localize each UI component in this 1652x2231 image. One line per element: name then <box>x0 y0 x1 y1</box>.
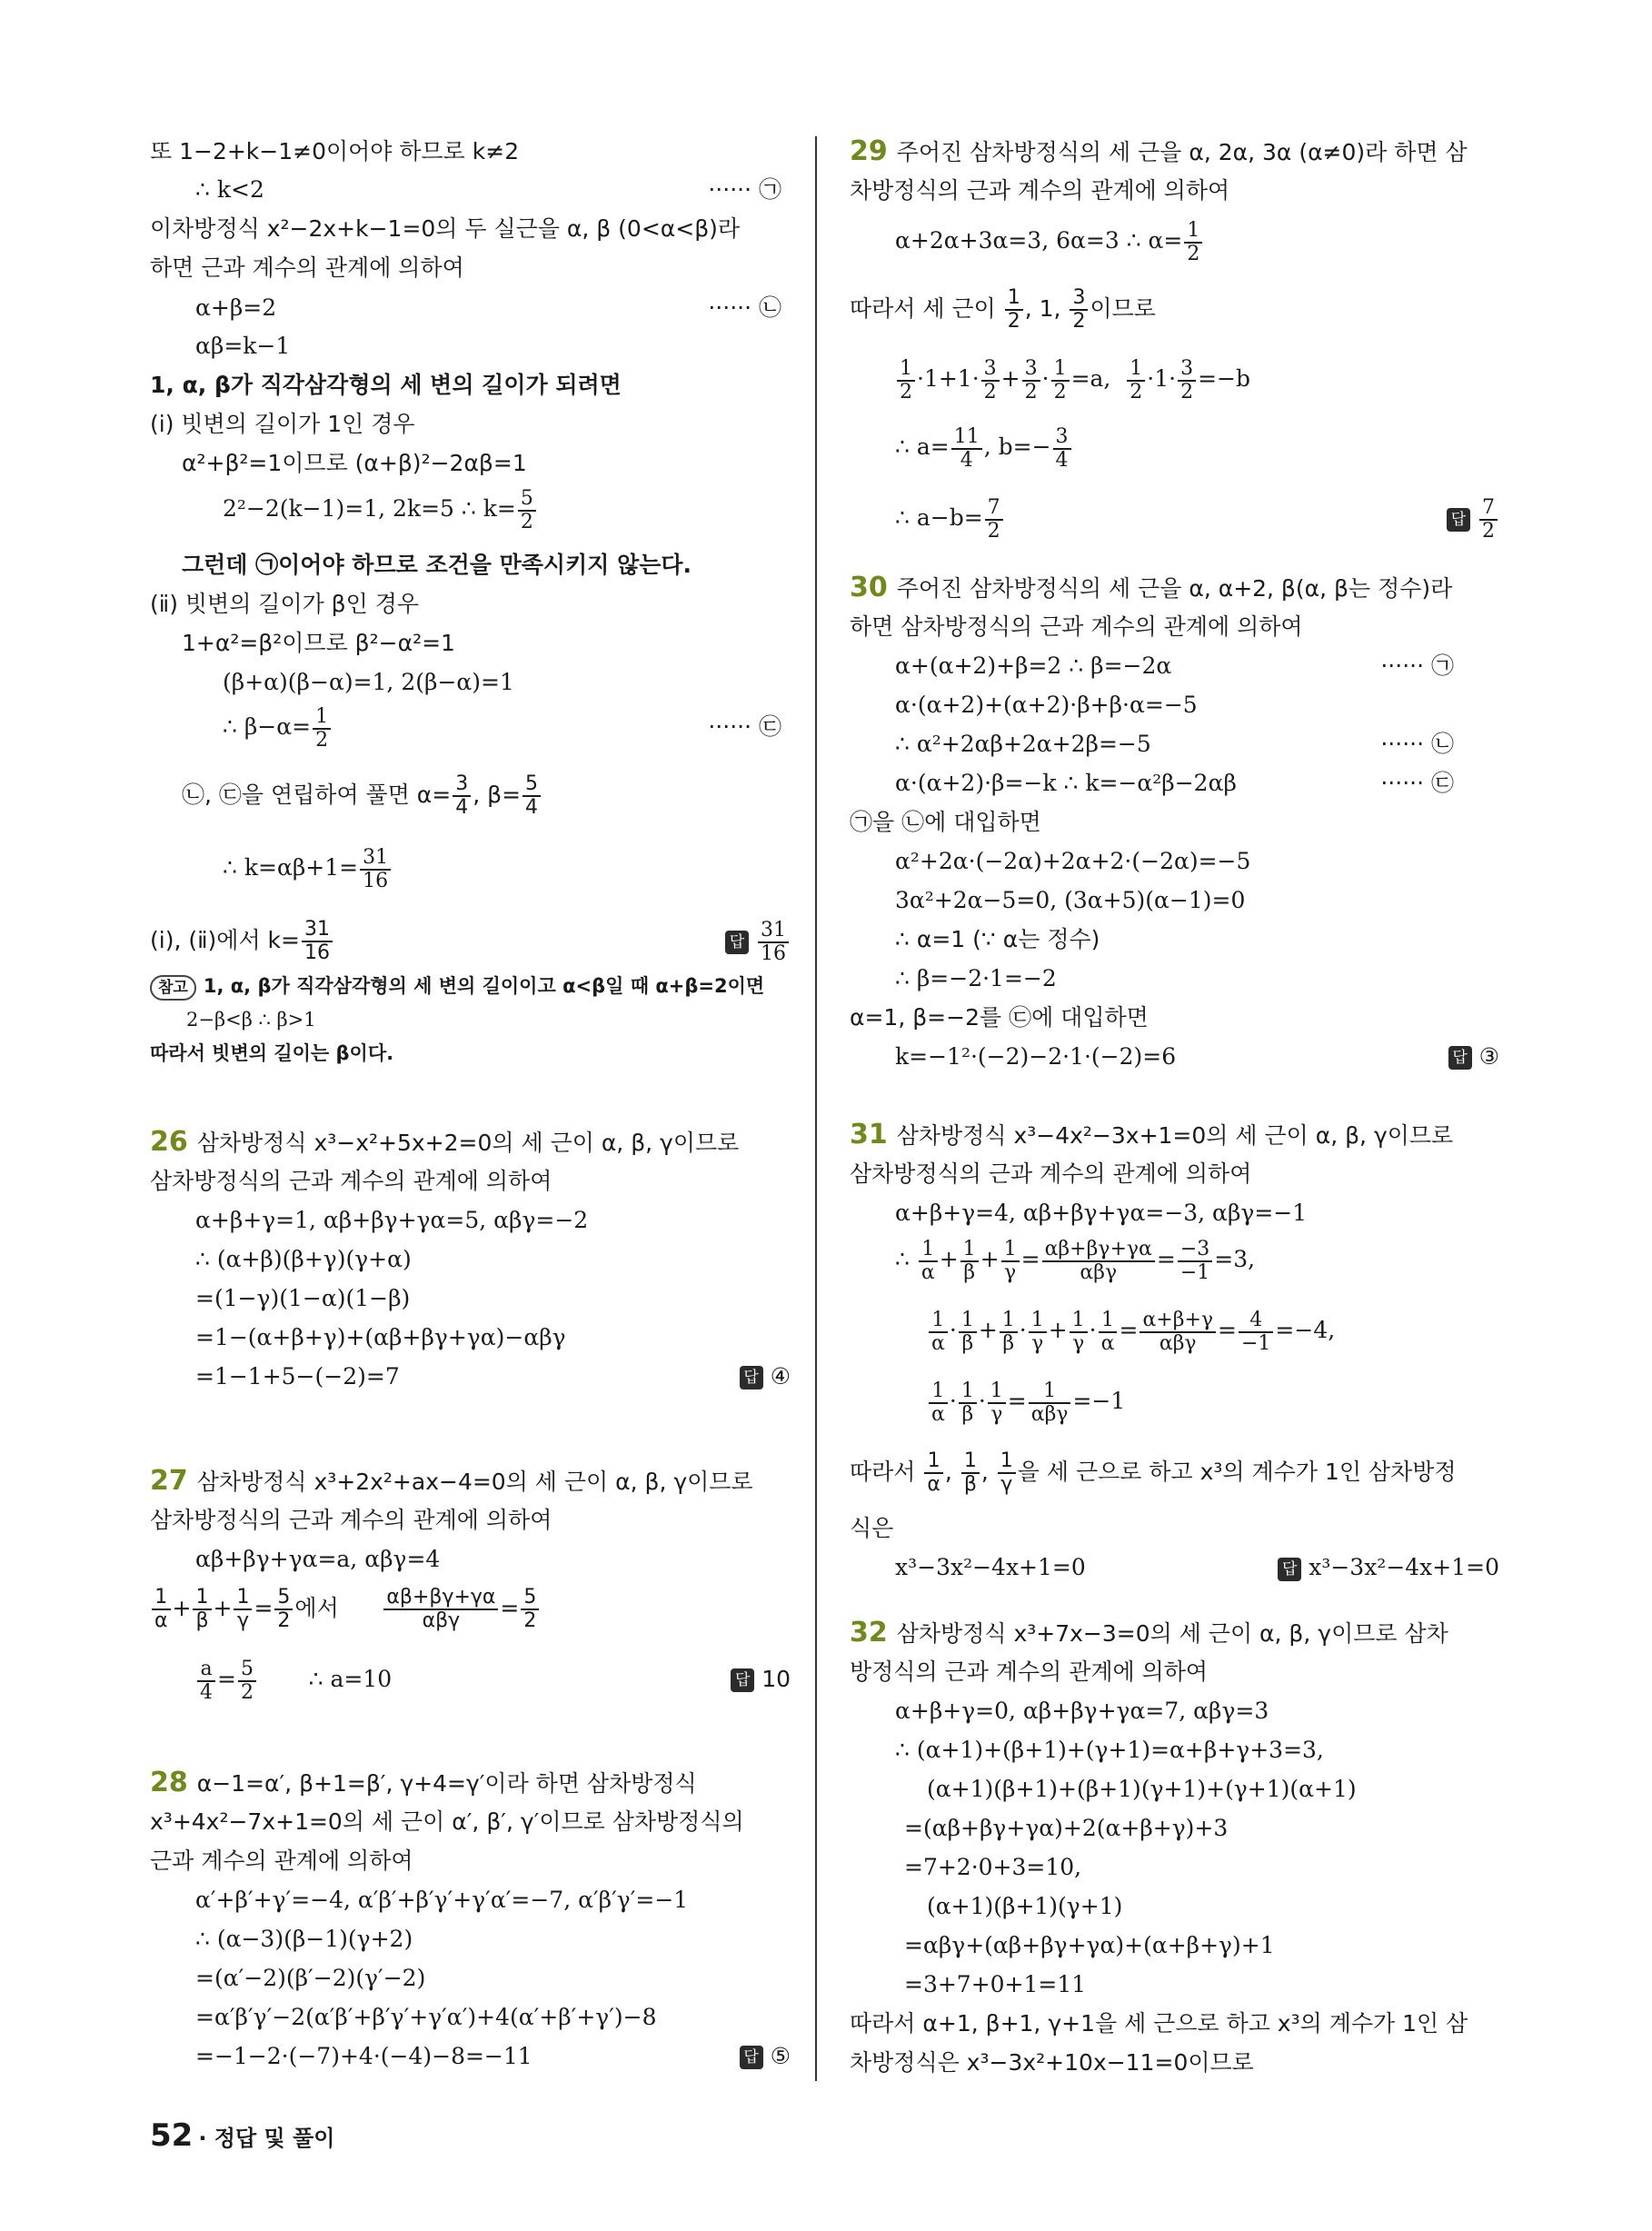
text-line: (α+1)(β+1)+(β+1)(γ+1)+(γ+1)(α+1) <box>927 1776 1357 1802</box>
fraction: $\frac{1}{\beta}$ <box>961 1450 980 1496</box>
text-line: x³+4x²−7x+1=0의 세 근이 α′, β′, γ′이므로 삼차방정식의 <box>150 1808 744 1835</box>
equation-line: ∴ k=αβ+1= $\frac{31}{16}$ <box>223 841 393 895</box>
problem-31-title: 31 삼차방정식 x³−4x²−3x+1=0의 세 근이 α, β, γ이므로 <box>850 1119 1454 1150</box>
text-line: αβ+βγ+γα=a, αβγ=4 <box>195 1546 441 1572</box>
answer-mark: 답 <box>1278 1558 1301 1581</box>
text-line: α²+2α·(−2α)+2α+2·(−2α)=−5 <box>895 848 1251 874</box>
text-line: α·(α+2)·β=−k ∴ k=−α²β−2αβ <box>895 770 1237 796</box>
fraction: $\frac{1}{\beta}$ <box>959 1380 977 1426</box>
answer-29 <box>1447 491 1499 545</box>
note-line: 따라서 빗변의 길이는 β이다. <box>150 1042 394 1064</box>
text-line: α+β+γ=4, αβ+βγ+γα=−3, αβγ=−1 <box>895 1200 1308 1226</box>
equation-line: ∴ a= $\frac{11}{4}$ , b=− $\frac{3}{4}$ <box>895 420 1073 474</box>
text-line: 그런데 ㉠이어야 하므로 조건을 만족시키지 않는다. <box>182 552 692 578</box>
text-line: 또 1−2+k−1≠0이어야 하므로 k≠2 <box>150 138 520 164</box>
equation-marker: ······ ㉡ <box>708 294 781 321</box>
problem-number: 32 <box>850 1617 888 1648</box>
page-number: 52 <box>150 2117 194 2154</box>
fraction: $\frac{4}{-1}$ <box>1239 1310 1273 1355</box>
answer-mark: 답 <box>740 2046 763 2069</box>
text-line: αβ=k−1 <box>195 333 291 359</box>
text-line: 3α²+2α−5=0, (3α+5)(α−1)=0 <box>895 887 1246 913</box>
fraction: $\frac{1}{2}$ <box>897 358 915 403</box>
fraction: $\frac{1}{\gamma}$ <box>1001 1239 1020 1284</box>
text-line: ∴ β=−2·1=−2 <box>895 965 1057 991</box>
problem-32-title: 32 삼차방정식 x³+7x−3=0의 세 근이 α, β, γ이므로 삼차 <box>850 1617 1448 1648</box>
text-line: 따라서 α+1, β+1, γ+1을 세 근으로 하고 x³의 계수가 1인 삼 <box>850 2010 1468 2037</box>
fraction: $\frac{a}{4}$ <box>197 1658 215 1704</box>
text-line: 식은 <box>850 1515 894 1541</box>
text-line: 하면 삼차방정식의 근과 계수의 관계에 의하여 <box>850 613 1303 640</box>
fraction: $\frac{31}{16}$ <box>360 847 391 892</box>
problem-28-title: 28 α−1=α′, β+1=β′, γ+4=γ′이라 하면 삼차방정식 <box>150 1767 697 1798</box>
equation-marker: ······ ㉢ <box>708 713 781 740</box>
text-line: =α′β′γ′−2(α′β′+β′γ′+γ′α′)+4(α′+β′+γ′)−8 <box>195 2004 657 2030</box>
text-line: α+(α+2)+β=2 ∴ β=−2α <box>895 652 1172 679</box>
fraction: $\frac{\alpha+\beta+\gamma}{\text{αβγ}}$ <box>1139 1310 1216 1355</box>
text-line: =αβγ+(αβ+βγ+γα)+(α+β+γ)+1 <box>904 1932 1275 1958</box>
fraction: $\frac{31}{16}$ <box>302 919 333 964</box>
fraction: $\frac{1}{\alpha}$ <box>929 1380 948 1426</box>
equation-line: $\frac{1}{\alpha}$ + $\frac{1}{\beta}$ + $\frac{1}{\gamma}$ = $\frac{5}{2}$ 에서 $\frac{\alpha\beta+\beta\gamma+\gamma\alpha}{\text{αβγ}}$ = $\frac{5}{2}$ <box>150 1581 541 1636</box>
note-line: 2−β<β ∴ β>1 <box>186 1009 316 1031</box>
fraction: $\frac{1}{\beta}$ <box>1000 1310 1018 1355</box>
fraction: $\frac{11}{4}$ <box>951 426 982 472</box>
text-line: 삼차방정식의 근과 계수의 관계에 의하여 <box>850 1160 1252 1187</box>
fraction: $\frac{5}{2}$ <box>518 488 536 533</box>
page-footer <box>150 2117 334 2154</box>
text-line: 근과 계수의 관계에 의하여 <box>150 1848 413 1874</box>
equation-line: ∴ $\frac{1}{\alpha}$ + $\frac{1}{\beta}$ + $\frac{1}{\gamma}$ = $\frac{\alpha\beta+\beta\gamma+\gamma\alpha}{\text{αβγ}}$ = $\frac{-3}{-1}$ =3, <box>895 1237 1256 1284</box>
fraction: $\frac{5}{2}$ <box>238 1658 256 1704</box>
answer-25 <box>725 913 791 968</box>
equation-line: $\frac{1}{\alpha}$ · $\frac{1}{\beta}$ + $\frac{1}{\beta}$ · $\frac{1}{\gamma}$ + $\frac{1}{\gamma}$ · $\frac{1}{\alpha}$ = $\frac{\alpha+\beta+\gamma}{\text{αβγ}}$ = $\frac{4}{-1}$ =−4, <box>927 1303 1335 1358</box>
fraction: $\frac{7}{2}$ <box>985 497 1003 543</box>
text-line: 삼차방정식의 근과 계수의 관계에 의하여 <box>150 1507 552 1533</box>
text-line: ㉠을 ㉡에 대입하면 <box>850 809 1041 835</box>
text-line: α²+β²=1이므로 (α+β)²−2αβ=1 <box>182 450 527 476</box>
answer-28: 답 ⑤ <box>740 2041 791 2072</box>
equation-line: $\frac{1}{2}$ ·1+1· $\frac{3}{2}$ + $\frac{3}{2}$ · $\frac{1}{2}$ =a, $\frac{1}{2}$ ·1· $\frac{3}{2}$ =−b <box>895 352 1250 406</box>
problem-29-title: 29 주어진 삼차방정식의 세 근을 α, 2α, 3α (α≠0)라 하면 삼 <box>850 135 1468 167</box>
fraction: $\frac{7}{2}$ <box>1479 497 1498 543</box>
fraction: $\frac{1}{\gamma}$ <box>234 1587 252 1632</box>
answer-mark: 답 <box>725 931 749 954</box>
text-line: 차방정식은 x³−3x²+10x−11=0이므로 <box>850 2049 1254 2076</box>
equation-line: $\frac{1}{\alpha}$ · $\frac{1}{\beta}$ · $\frac{1}{\gamma}$ = $\frac{1}{\text{αβγ}}$ =−1 <box>927 1374 1125 1429</box>
text-line: 1, α, β가 직각삼각형의 세 변의 길이가 되려면 <box>150 372 622 398</box>
fraction: $\frac{5}{4}$ <box>522 773 541 819</box>
text-line: ∴ (α+β)(β+γ)(γ+α) <box>195 1246 412 1272</box>
text-line: ∴ (α−3)(β−1)(γ+2) <box>195 1926 413 1952</box>
equation-marker: ······ ㉡ <box>1380 731 1454 757</box>
fraction: $\frac{1}{2}$ <box>1005 287 1023 333</box>
fraction: $\frac{3}{2}$ <box>1070 287 1088 333</box>
text-line: ∴ α²+2αβ+2α+2β=−5 <box>895 731 1151 757</box>
note-badge: 참고 <box>150 975 196 1001</box>
text-line: 방정식의 근과 계수의 관계에 의하여 <box>850 1658 1209 1685</box>
answer-27: 답 10 <box>731 1664 791 1695</box>
text-line: 이차방정식 x²−2x+k−1=0의 두 실근을 α, β (0<α<β)라 <box>150 215 741 242</box>
problem-number: 28 <box>150 1767 188 1798</box>
equation-line: 2²−2(k−1)=1, 2k=5 ∴ k= $\frac{5}{2}$ <box>223 482 538 536</box>
fraction: $\frac{3}{4}$ <box>453 773 471 819</box>
text-line: ∴ α=1 (∵ α는 정수) <box>895 926 1100 952</box>
fraction: $\frac{31}{16}$ <box>758 920 789 965</box>
text-line: =(α′−2)(β′−2)(γ′−2) <box>195 1965 426 1991</box>
fraction: $\frac{-3}{-1}$ <box>1178 1239 1212 1284</box>
fraction: $\frac{1}{\alpha}$ <box>924 1450 943 1496</box>
text-line: =7+2·0+3=10, <box>904 1854 1082 1880</box>
equation-line: α+2α+3α=3, 6α=3 ∴ α= $\frac{1}{2}$ <box>895 214 1204 268</box>
text-line: 하면 근과 계수의 관계에 의하여 <box>150 254 464 281</box>
problem-number: 30 <box>850 572 888 603</box>
problem-30-title: 30 주어진 삼차방정식의 세 근을 α, α+2, β(α, β는 정수)라 <box>850 572 1453 603</box>
text-line: =1−1+5−(−2)=7 <box>195 1363 400 1389</box>
text-line: =−1−2·(−7)+4·(−4)−8=−11 <box>195 2043 532 2069</box>
case-heading: (ⅱ) 빗변의 길이가 β인 경우 <box>150 591 420 617</box>
answer-mark: 답 <box>1448 1046 1472 1070</box>
fraction: $\frac{1}{\text{αβγ}}$ <box>1029 1380 1071 1426</box>
problem-number: 31 <box>850 1119 888 1150</box>
answer-26: 답 ④ <box>740 1361 791 1392</box>
equation-line: 따라서 세 근이 $\frac{1}{2}$ , 1, $\frac{3}{2}$ 이므로 <box>850 286 1156 333</box>
fraction: $\frac{3}{4}$ <box>1053 426 1071 472</box>
text-line: x³−3x²−4x+1=0 <box>895 1554 1086 1580</box>
case-heading: (ⅰ) 빗변의 길이가 1인 경우 <box>150 411 415 437</box>
text-line: α+β=2 <box>195 294 277 321</box>
text-line: ∴ k<2 <box>195 176 264 203</box>
fraction: $\frac{3}{2}$ <box>1022 358 1040 403</box>
answer-mark: 답 <box>740 1366 763 1389</box>
fraction: $\frac{5}{2}$ <box>521 1587 539 1632</box>
fraction: $\frac{\alpha\beta+\beta\gamma+\gamma\alpha}{\text{αβγ}}$ <box>1042 1239 1155 1284</box>
fraction: $\frac{3}{2}$ <box>981 358 1000 403</box>
answer-30: 답 ③ <box>1448 1041 1499 1072</box>
text-line: (β+α)(β−α)=1, 2(β−α)=1 <box>223 669 514 695</box>
text-line: =3+7+0+1=11 <box>904 1971 1087 1997</box>
footer-label: · 정답 및 풀이 <box>198 2126 335 2151</box>
fraction: $\frac{1}{\gamma}$ <box>998 1450 1016 1496</box>
text-line: ∴ (α+1)+(β+1)+(γ+1)=α+β+γ+3=3, <box>895 1737 1324 1763</box>
text-line: =1−(α+β+γ)+(αβ+βγ+γα)−αβγ <box>195 1324 566 1350</box>
equation-line: ∴ β−α= $\frac{1}{2}$ <box>223 700 333 754</box>
problem-number: 29 <box>850 135 888 167</box>
answer-mark: 답 <box>1447 508 1470 532</box>
note-line: 참고 1, α, β가 직각삼각형의 세 변의 길이이고 α<β일 때 α+β=2이면 <box>150 971 764 1001</box>
equation-marker: ······ ㉠ <box>1380 652 1454 679</box>
fraction: $\frac{1}{\beta}$ <box>193 1587 211 1632</box>
fraction: $\frac{\alpha\beta+\beta\gamma+\gamma\alpha}{\text{αβγ}}$ <box>383 1587 498 1632</box>
text-line: α+β+γ=1, αβ+βγ+γα=5, αβγ=−2 <box>195 1207 589 1233</box>
equation-marker: ······ ㉠ <box>708 176 781 203</box>
problem-number: 27 <box>150 1465 188 1497</box>
fraction: $\frac{1}{\alpha}$ <box>1099 1310 1118 1355</box>
text-line: =(αβ+βγ+γα)+2(α+β+γ)+3 <box>904 1815 1229 1841</box>
fraction: $\frac{1}{\alpha}$ <box>929 1310 948 1355</box>
answer-31: 답 x³−3x²−4x+1=0 <box>1278 1552 1499 1583</box>
problem-27-title: 27 삼차방정식 x³+2x²+ax−4=0의 세 근이 α, β, γ이므로 <box>150 1465 753 1497</box>
fraction: $\frac{1}{\gamma}$ <box>988 1380 1006 1426</box>
problem-26-title: 26 삼차방정식 x³−x²+5x+2=0의 세 근이 α, β, γ이므로 <box>150 1126 740 1158</box>
fraction: $\frac{1}{2}$ <box>313 706 331 752</box>
text-line: α=1, β=−2를 ㉢에 대입하면 <box>850 1004 1149 1031</box>
fraction: $\frac{1}{\alpha}$ <box>919 1239 938 1284</box>
text-line: k=−1²·(−2)−2·1·(−2)=6 <box>895 1043 1177 1070</box>
equation-line: ∴ a−b= $\frac{7}{2}$ <box>895 491 1005 545</box>
equation-line: 따라서 $\frac{1}{\alpha}$ , $\frac{1}{\beta}$ , $\frac{1}{\gamma}$ 을 세 근으로 하고 x³의 계수가 1인 삼차방정 <box>850 1449 1457 1496</box>
fraction: $\frac{3}{2}$ <box>1178 358 1196 403</box>
fraction: $\frac{1}{\beta}$ <box>960 1239 979 1284</box>
fraction: $\frac{1}{\gamma}$ <box>1070 1310 1088 1355</box>
text-line: α′+β′+γ′=−4, α′β′+β′γ′+γ′α′=−7, α′β′γ′=−1 <box>195 1887 689 1913</box>
fraction: $\frac{1}{\alpha}$ <box>152 1587 171 1632</box>
text-line: α·(α+2)+(α+2)·β+β·α=−5 <box>895 692 1198 718</box>
answer-mark: 답 <box>731 1668 754 1692</box>
equation-line: $\frac{a}{4}$ = $\frac{5}{2}$ ∴ a=10 <box>195 1652 392 1707</box>
text-line: (α+1)(β+1)(γ+1) <box>927 1893 1123 1919</box>
fraction: $\frac{5}{2}$ <box>274 1587 293 1632</box>
fraction: $\frac{1}{\gamma}$ <box>1029 1310 1047 1355</box>
text-line: α+β+γ=0, αβ+βγ+γα=7, αβγ=3 <box>895 1698 1269 1724</box>
text-line: 차방정식의 근과 계수의 관계에 의하여 <box>850 177 1230 204</box>
equation-line: ㉡, ㉢을 연립하여 풀면 α= $\frac{3}{4}$ , β= $\frac{5}{4}$ <box>182 768 542 822</box>
text-line: 1+α²=β²이므로 β²−α²=1 <box>182 630 455 656</box>
equation-marker: ······ ㉢ <box>1380 770 1454 796</box>
column-divider <box>815 136 817 2081</box>
problem-number: 26 <box>150 1126 188 1158</box>
fraction: $\frac{1}{2}$ <box>1184 220 1202 265</box>
text-line: =(1−γ)(1−α)(1−β) <box>195 1285 411 1311</box>
fraction: $\frac{1}{2}$ <box>1127 358 1145 403</box>
text-line: 삼차방정식의 근과 계수의 관계에 의하여 <box>150 1168 552 1194</box>
equation-line: (ⅰ), (ⅱ)에서 k= $\frac{31}{16}$ <box>150 913 334 968</box>
fraction: $\frac{1}{2}$ <box>1051 358 1070 403</box>
fraction: $\frac{1}{\beta}$ <box>959 1310 977 1355</box>
